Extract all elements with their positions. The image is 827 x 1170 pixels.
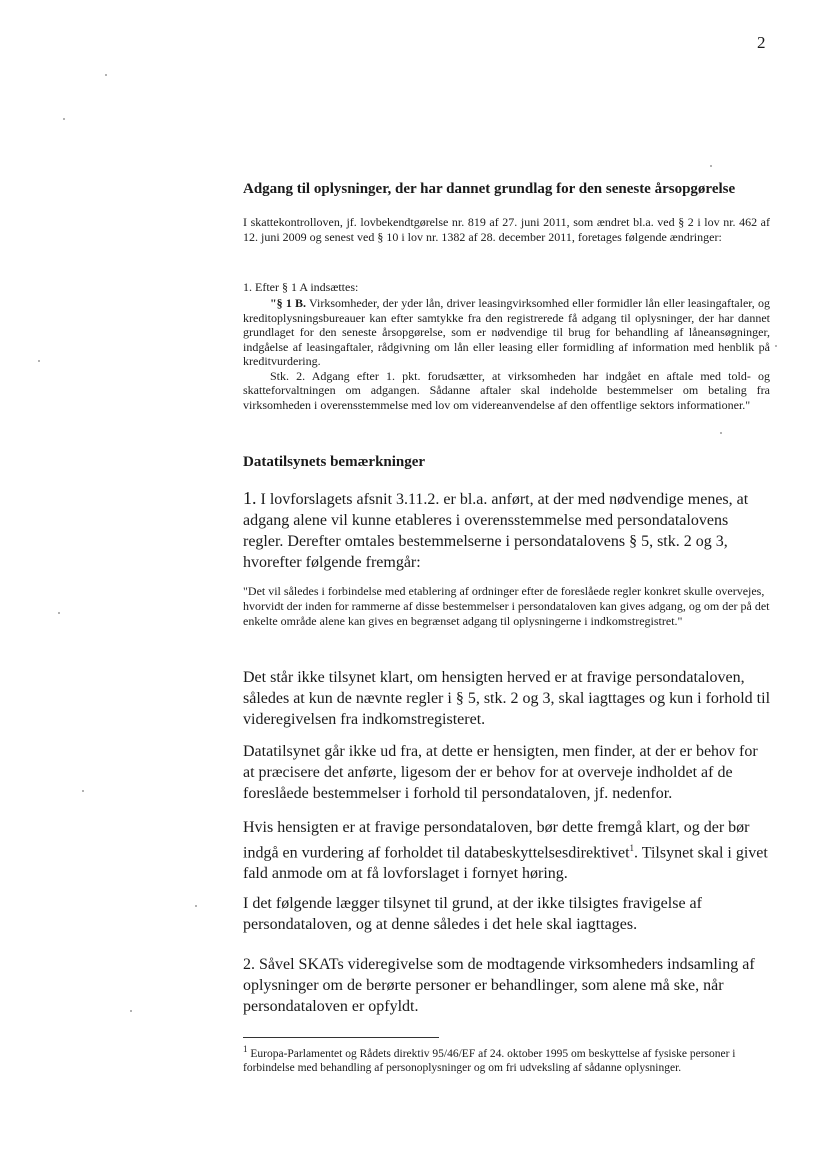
remark-paragraph-2: Det står ikke tilsynet klart, om hensigten herved er at fravige persondataloven, således at kun de nævnte regler i § 5, stk. 2 og 3, skal iagttages og kun i forhold til videregivelsen fra indkomstregisteret. <box>243 669 771 728</box>
remark-paragraph-1-text: I lovforslagets afsnit 3.11.2. er bl.a. anført, at der med nødvendige menes, at adgang alene vil kunne etableres i overensstemmelse med persondatalovens regler. Derefter omtales bestemmelserne i persondatalovens § 5, stk. 2 og 3, hvorefter følgende fremgår: <box>243 491 749 571</box>
amendment-intro: I skattekontrolloven, jf. lovbekendtgørelse nr. 819 af 27. juni 2011, som ændret bl.a. ved § 2 i lov nr. 462 af 12. juni 2009 og senest ved § 10 i lov nr. 1382 af 28. december 2011, foretages følgende ændringer: <box>243 215 770 244</box>
section-heading-access: Adgang til oplysninger, der har dannet grundlag for den seneste årsopgørelse <box>243 181 736 197</box>
remark-paragraph-4 <box>243 817 770 884</box>
law-paragraph-1 <box>243 296 770 369</box>
footnote-text: Europa-Parlamentet og Rådets direktiv 95/46/EF af 24. oktober 1995 om beskyttelse af fysiske personer i forbindelse med behandling af personoplysninger og om fri udveksling af sådanne oplysninger. <box>243 1047 736 1074</box>
scan-speck <box>38 360 40 362</box>
quoted-passage: "Det vil således i forbindelse med etablering af ordninger efter de foreslåede regler konkret skulle overvejes, hvorvidt der inden for rammerne af disse bestemmelser i persondataloven kan gives adgang, og om der på det enkelte område alene kan gives en begrænset adgang til oplysningerne i indkomstregistret." <box>243 584 770 628</box>
remark-paragraph-1 <box>243 488 770 573</box>
scan-speck <box>58 612 60 614</box>
remark-paragraph-4-text-b: . Tilsynet skal i givet fald anmode om at få lovforslaget i fornyet høring. <box>243 844 768 883</box>
law-text <box>243 296 770 412</box>
scan-speck <box>720 432 722 434</box>
footnote-number: 1 <box>243 1044 248 1054</box>
law-section-label: "§ 1 B. <box>270 296 307 310</box>
footnote-separator <box>243 1037 439 1038</box>
remark-paragraph-3: Datatilsynet går ikke ud fra, at dette er hensigten, men finder, at der er behov for at præcisere det anførte, ligesom der er behov for at overveje indholdet af de foreslåede bestemmelser i forhold til persondataloven, jf. nedenfor. <box>243 743 758 802</box>
scan-speck <box>63 118 65 120</box>
remark-number-1: 1. <box>243 488 257 508</box>
scan-speck <box>105 74 107 76</box>
remark-paragraph-5: I det følgende lægger tilsynet til grund, at der ikke tilsigtes fravigelse af persondataloven, og at denne således i det hele skal iagttages. <box>243 895 702 933</box>
scan-speck <box>195 905 197 907</box>
scan-speck <box>82 790 84 792</box>
amendment-item-1: 1. Efter § 1 A indsættes: <box>243 280 359 294</box>
section-heading-remarks: Datatilsynets bemærkninger <box>243 454 426 470</box>
scan-speck <box>775 345 777 347</box>
scan-speck <box>130 1010 132 1012</box>
law-paragraph-2: Stk. 2. Adgang efter 1. pkt. forudsætter, at virksomheden har indgået en aftale med told- og skatteforvaltningen om adgangen. Sådanne aftaler skal indeholde bestemmelser om betaling fra virksomheden i overensstemmelse med lov om videreanvendelse af den offentlige sektors informationer." <box>243 368 770 412</box>
footnote <box>243 1042 753 1075</box>
footnote-reference: 1 <box>629 843 635 853</box>
remark-paragraph-4-text-a: Hvis hensigten er at fravige persondataloven, bør dette fremgå klart, og der bør indgå en vurdering af forholdet til databeskyttelsesdirektivet <box>243 819 750 862</box>
scan-speck <box>710 165 712 167</box>
remark-paragraph-6: 2. Såvel SKATs videregivelse som de modtagende virksomheders indsamling af oplysninger om de berørte personer er behandlinger, som alene må ske, når persondataloven er opfyldt. <box>243 956 755 1015</box>
law-paragraph-1-text: Virksomheder, der yder lån, driver leasingvirksomhed eller formidler lån eller leasingaftaler, og kreditoplysningsbureauer kan efter samtykke fra den registrerede få adgang til oplysninger, der har dannet grundlaget for den seneste årsopgørelse, som er nødvendige til brug for behandling af låneansøgninger, indgåelse af leasingaftaler, rådgivning om lån eller leasing eller formidling af information med henblik på kreditvurdering. <box>243 296 770 368</box>
page-number: 2 <box>757 33 766 52</box>
